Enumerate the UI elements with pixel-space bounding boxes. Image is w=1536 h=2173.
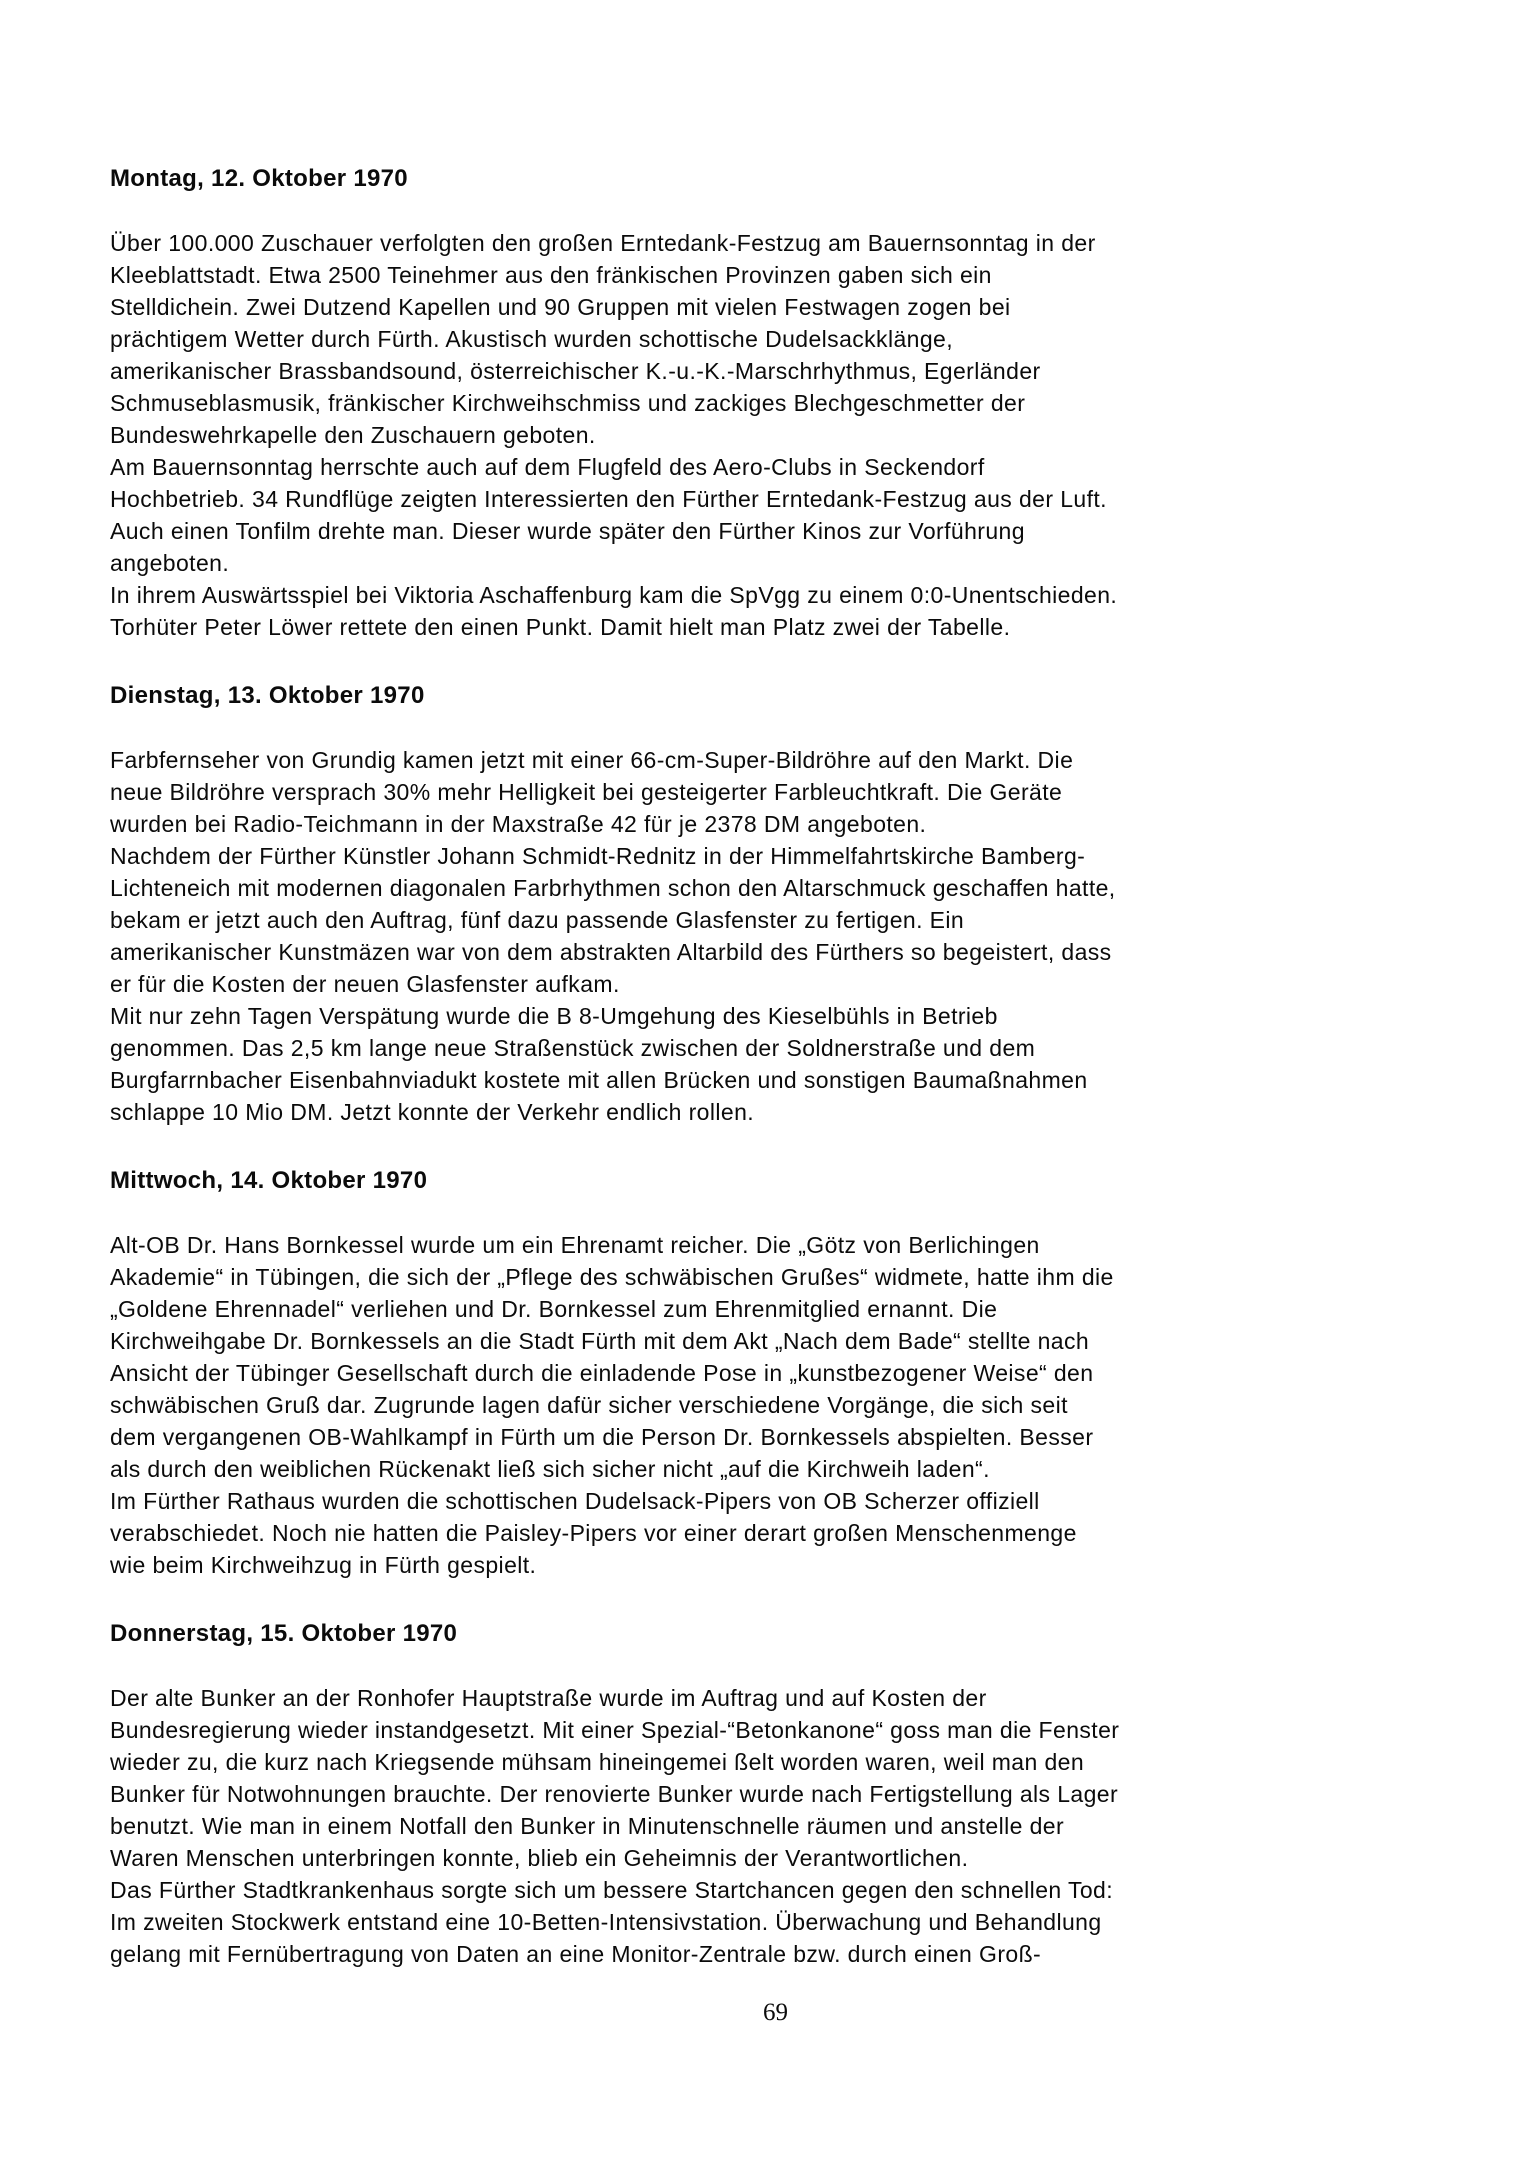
text-line: neue Bildröhre versprach 30% mehr Helligkeit bei gesteigerter Farbleuchtkraft. Die Geräte <box>110 779 1063 805</box>
section-tuesday-13-october <box>110 680 1441 1128</box>
section-heading: Mittwoch, 14. Oktober 1970 <box>110 1167 428 1194</box>
section-body <box>110 1229 1441 1581</box>
text-line: Im zweiten Stockwerk entstand eine 10-Betten-Intensivstation. Überwachung und Behandlung <box>110 1909 1102 1935</box>
text-line: Bundeswehrkapelle den Zuschauern geboten. <box>110 422 596 448</box>
text-line: er für die Kosten der neuen Glasfenster aufkam. <box>110 971 620 997</box>
section-heading: Donnerstag, 15. Oktober 1970 <box>110 1620 458 1647</box>
text-line: Im Fürther Rathaus wurden die schottischen Dudelsack-Pipers von OB Scherzer offiziell <box>110 1488 1040 1514</box>
text-line: Mit nur zehn Tagen Verspätung wurde die B 8-Umgehung des Kieselbühls in Betrieb <box>110 1003 998 1029</box>
text-line: In ihrem Auswärtsspiel bei Viktoria Aschaffenburg kam die SpVgg zu einem 0:0-Unentschieden. <box>110 582 1118 608</box>
text-line: schlappe 10 Mio DM. Jetzt konnte der Verkehr endlich rollen. <box>110 1099 755 1125</box>
page-footer <box>110 1997 1441 2029</box>
text-line: Lichteneich mit modernen diagonalen Farbrhythmen schon den Altarschmuck geschaffen hatte, <box>110 875 1116 901</box>
text-line: bekam er jetzt auch den Auftrag, fünf dazu passende Glasfenster zu fertigen. Ein <box>110 907 965 933</box>
section-body <box>110 227 1441 643</box>
text-line: Ansicht der Tübinger Gesellschaft durch die einladende Pose in „kunstbezogener Weise“ den <box>110 1360 1094 1386</box>
text-line: Bundesregierung wieder instandgesetzt. Mit einer Spezial-“Betonkanone“ goss man die Fenster <box>110 1717 1120 1743</box>
text-line: Burgfarrnbacher Eisenbahnviadukt kostete mit allen Brücken und sonstigen Baumaßnahmen <box>110 1067 1088 1093</box>
text-line: wie beim Kirchweihzug in Fürth gespielt. <box>110 1552 537 1578</box>
text-line: verabschiedet. Noch nie hatten die Paisley-Pipers vor einer derart großen Menschenmenge <box>110 1520 1077 1546</box>
page-number: 69 <box>763 1999 788 2026</box>
text-line: Schmuseblasmusik, fränkischer Kirchweihschmiss und zackiges Blechgeschmetter der <box>110 390 1026 416</box>
text-line: Das Fürther Stadtkrankenhaus sorgte sich um bessere Startchancen gegen den schnellen Tod: <box>110 1877 1114 1903</box>
text-line: als durch den weiblichen Rückenakt ließ sich sicher nicht „auf die Kirchweih laden“. <box>110 1456 990 1482</box>
text-line: „Goldene Ehrennadel“ verliehen und Dr. Bornkessel zum Ehrenmitglied ernannt. Die <box>110 1296 998 1322</box>
text-line: schwäbischen Gruß dar. Zugrunde lagen dafür sicher verschiedene Vorgänge, die sich seit <box>110 1392 1068 1418</box>
text-line: Kirchweihgabe Dr. Bornkessels an die Stadt Fürth mit dem Akt „Nach dem Bade“ stellte nach <box>110 1328 1090 1354</box>
section-wednesday-14-october <box>110 1165 1441 1581</box>
section-body <box>110 744 1441 1128</box>
text-line: Akademie“ in Tübingen, die sich der „Pflege des schwäbischen Grußes“ widmete, hatte ihm die <box>110 1264 1114 1290</box>
text-line: amerikanischer Kunstmäzen war von dem abstrakten Altarbild des Fürthers so begeistert, dass <box>110 939 1112 965</box>
text-line: benutzt. Wie man in einem Notfall den Bunker in Minutenschnelle räumen und anstelle der <box>110 1813 1065 1839</box>
text-line: Farbfernseher von Grundig kamen jetzt mit einer 66-cm-Super-Bildröhre auf den Markt. Die <box>110 747 1074 773</box>
text-line: prächtigem Wetter durch Fürth. Akustisch wurden schottische Dudelsackklänge, <box>110 326 954 352</box>
text-line: Bunker für Notwohnungen brauchte. Der renovierte Bunker wurde nach Fertigstellung als Lager <box>110 1781 1119 1807</box>
text-line: Hochbetrieb. 34 Rundflüge zeigten Interessierten den Fürther Erntedank-Festzug aus der Luft. <box>110 486 1107 512</box>
text-line: dem vergangenen OB-Wahlkampf in Fürth um die Person Dr. Bornkessels abspielten. Besser <box>110 1424 1094 1450</box>
text-line: Stelldichein. Zwei Dutzend Kapellen und 90 Gruppen mit vielen Festwagen zogen bei <box>110 294 1011 320</box>
text-line: Am Bauernsonntag herrschte auch auf dem Flugfeld des Aero-Clubs in Seckendorf <box>110 454 985 480</box>
text-line: Der alte Bunker an der Ronhofer Hauptstraße wurde im Auftrag und auf Kosten der <box>110 1685 987 1711</box>
text-line: Über 100.000 Zuschauer verfolgten den großen Erntedank-Festzug am Bauernsonntag in der <box>110 230 1096 256</box>
text-line: wurden bei Radio-Teichmann in der Maxstraße 42 für je 2378 DM angeboten. <box>110 811 927 837</box>
text-line: amerikanischer Brassbandsound, österreichischer K.-u.-K.-Marschrhythmus, Egerländer <box>110 358 1041 384</box>
section-heading: Montag, 12. Oktober 1970 <box>110 165 408 192</box>
text-line: Torhüter Peter Löwer rettete den einen Punkt. Damit hielt man Platz zwei der Tabelle. <box>110 614 1011 640</box>
text-line: wieder zu, die kurz nach Kriegsende mühsam hineingemei ßelt worden waren, weil man den <box>110 1749 1085 1775</box>
text-line: Auch einen Tonfilm drehte man. Dieser wurde später den Fürther Kinos zur Vorführung <box>110 518 1025 544</box>
text-line: genommen. Das 2,5 km lange neue Straßenstück zwischen der Soldnerstraße und dem <box>110 1035 1036 1061</box>
section-monday-12-october <box>110 163 1441 643</box>
text-line: gelang mit Fernübertragung von Daten an eine Monitor-Zentrale bzw. durch einen Groß- <box>110 1941 1042 1967</box>
section-body <box>110 1682 1441 1970</box>
text-line: Nachdem der Fürther Künstler Johann Schmidt-Rednitz in der Himmelfahrtskirche Bamberg- <box>110 843 1086 869</box>
section-heading: Dienstag, 13. Oktober 1970 <box>110 682 425 709</box>
text-line: Kleeblattstadt. Etwa 2500 Teinehmer aus den fränkischen Provinzen gaben sich ein <box>110 262 992 288</box>
text-line: Alt-OB Dr. Hans Bornkessel wurde um ein Ehrenamt reicher. Die „Götz von Berlichingen <box>110 1232 1040 1258</box>
text-line: angeboten. <box>110 550 230 576</box>
section-thursday-15-october <box>110 1618 1441 1970</box>
text-line: Waren Menschen unterbringen konnte, blieb ein Geheimnis der Verantwortlichen. <box>110 1845 969 1871</box>
